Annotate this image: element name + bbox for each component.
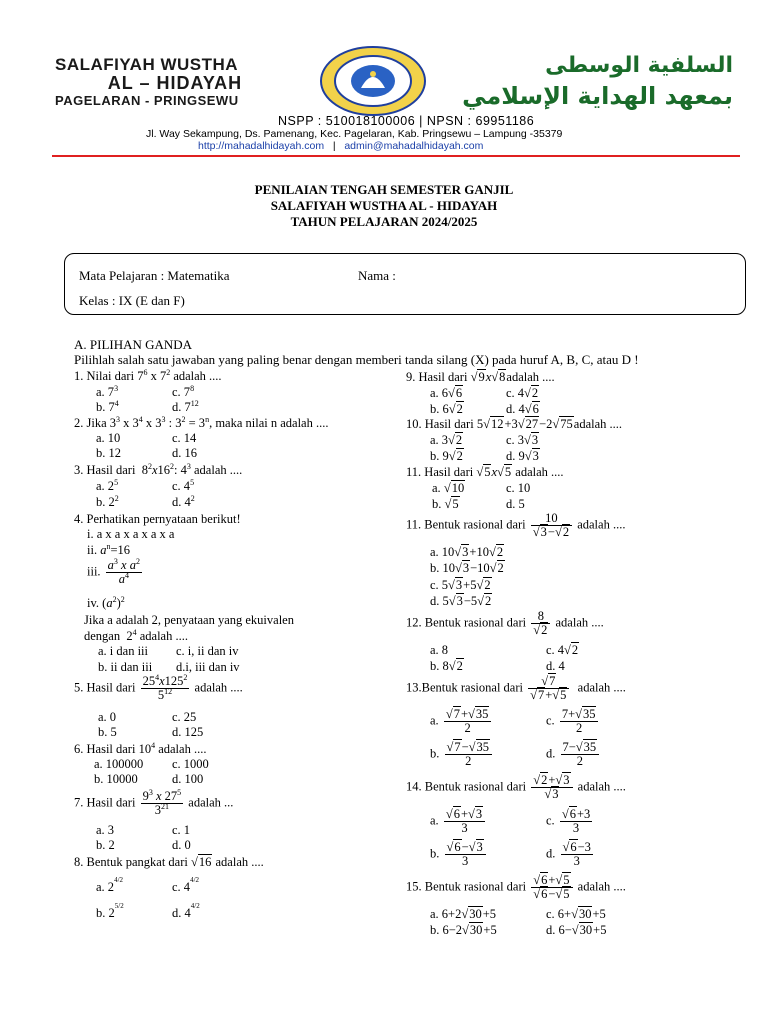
option-3a[interactable]: a. $2^5$ [96,477,119,493]
option-9c[interactable]: c. 4√2 [506,386,539,400]
option-5b[interactable]: b. 5 [98,725,117,739]
option-11d[interactable]: d. 5 [506,497,525,511]
option-4c[interactable]: c. i, ii dan iv [176,644,239,658]
question-14: 14. Bentuk rasional dari $\frac{√2+√3}{√3}$ adalah .... [406,773,626,801]
option-14c[interactable]: c. $\frac{√6+3}{3}$ [546,807,591,835]
option-5d[interactable]: d. 125 [172,725,204,739]
option-12b[interactable]: b. 8√2 [430,659,463,673]
option-13d[interactable]: d. $\frac{7-√35}{2}$ [546,741,601,768]
student-info-box [64,253,746,315]
statement-4-iv: iv. $(a^2)^2$ [87,594,125,610]
option-10a[interactable]: a. 3√2 [430,433,463,447]
school-name-line3: PAGELARAN - PRINGSEWU [55,93,239,108]
option-12c[interactable]: c. 4√2 [546,643,579,657]
option-4d[interactable]: d.i, iii dan iv [176,660,240,674]
question-10: 10. Hasil dari 5√12+3√27−2√75adalah .... [406,417,623,431]
option-2c[interactable]: c. 14 [172,431,197,445]
question-2: 2. Jika $3^3$ x $3^4$ x $3^3$ : $3^2 = 3^n$, maka nilai n adalah .... [74,414,329,430]
question-7: 7. Hasil dari $\frac{9^3 x 27^5}{3^{21}}$ adalah ... [74,787,234,817]
name-label: Nama : [358,268,396,283]
option-11r-c[interactable]: c. 5√3+5√2 [430,578,491,592]
header-divider [52,155,740,157]
option-1c[interactable]: c. $7^8$ [172,383,195,399]
option-8c[interactable]: c. $4^{4/2}$ [172,876,200,894]
question-15: 15. Bentuk rasional dari $\frac{√6+√5}{√6-√5}$ adalah .... [406,873,626,901]
option-10b[interactable]: b. 9√2 [430,449,463,463]
option-11a[interactable]: a. √10 [432,481,465,495]
option-5c[interactable]: c. 25 [172,710,197,724]
option-13b[interactable]: b. $\frac{√7-√35}{2}$ [430,741,494,768]
option-7a[interactable]: a. 3 [96,823,115,837]
option-4a[interactable]: a. i dan iii [98,644,148,658]
option-15a[interactable]: a. 6+2√30+5 [430,907,497,921]
question-11-rational: 11. Bentuk rasional dari $\frac{10}{√3-√2}$ adalah .... [406,511,626,539]
option-1a[interactable]: a. $7^3$ [96,383,119,399]
statement-4-i: i. a x a x a x a x a [87,527,175,541]
option-9d[interactable]: d. 4√6 [506,402,539,416]
option-1d[interactable]: d. $7^{12}$ [172,398,199,414]
school-logo-icon [317,44,429,118]
option-6c[interactable]: c. 1000 [172,757,209,771]
question-4-note2: dengan $2^4$ adalah .... [84,627,188,643]
option-8b[interactable]: b. $2^{5/2}$ [96,902,124,920]
question-5: 5. Hasil dari $\frac{25^4x125^2}{5^{12}}$ adalah .... [74,672,243,702]
option-6b[interactable]: b. 10000 [94,772,138,786]
option-7d[interactable]: d. 0 [172,838,191,852]
website-link[interactable]: http://mahadalhidayah.com [198,140,325,152]
email-link[interactable]: admin@mahadalhidayah.com [344,140,484,152]
option-14a[interactable]: a. $\frac{√6+√3}{3}$ [430,808,487,835]
option-9a[interactable]: a. 6√6 [430,386,463,400]
exam-title-line2: SALAFIYAH WUSTHA AL - HIDAYAH [270,198,498,213]
option-6d[interactable]: d. 100 [172,772,204,786]
exam-title-line3: TAHUN PELAJARAN 2024/2025 [290,214,478,229]
option-15c[interactable]: c. 6+√30+5 [546,907,606,921]
question-1: 1. Nilai dari $7^6$ x $7^2$ adalah .... [74,367,222,383]
arabic-line2: بمعهد الهداية الإسلامي [462,82,733,110]
question-6: 6. Hasil dari $10^4$ adalah .... [74,740,207,756]
question-9: 9. Hasil dari √9x√8adalah .... [406,370,555,384]
question-3: 3. Hasil dari $8^2x16^2$: $4^3$ adalah .... [74,461,243,477]
option-10d[interactable]: d. 9√3 [506,449,539,463]
arabic-calligraphy-logo [438,48,738,112]
subject-label: Mata Pelajaran : Matematika [79,268,230,283]
option-2d[interactable]: d. 16 [172,446,197,460]
option-8d[interactable]: d. $4^{4/2}$ [172,902,200,920]
option-2b[interactable]: b. 12 [96,446,121,460]
school-name [55,56,295,109]
option-7c[interactable]: c. 1 [172,823,191,837]
option-14d[interactable]: d. $\frac{√6-3}{3}$ [546,840,591,868]
option-1b[interactable]: b. $7^4$ [96,398,119,414]
option-12d[interactable]: d. 4 [546,659,565,673]
option-10c[interactable]: c. 3√3 [506,433,539,447]
option-2a[interactable]: a. 10 [96,431,121,445]
option-13c[interactable]: c. $\frac{7+√35}{2}$ [546,708,600,735]
school-ids: NSPP : 510018100006 | NPSN : 69951186 [278,114,535,128]
option-11b[interactable]: b. √5 [432,497,459,511]
option-11r-d[interactable]: d. 5√3−5√2 [430,594,492,608]
option-15b[interactable]: b. 6−2√30+5 [430,923,497,937]
question-4-note1: Jika a adalah 2, penyataan yang ekuivalen [84,613,294,627]
option-5a[interactable]: a. 0 [98,710,117,724]
school-name-line1: SALAFIYAH WUSTHA [55,55,239,74]
option-3c[interactable]: c. $4^5$ [172,477,195,493]
arabic-line1: السلفية الوسطى [545,53,733,78]
option-14b[interactable]: b. $\frac{√6-√3}{3}$ [430,841,488,868]
option-11r-b[interactable]: b. 10√3−10√2 [430,561,504,575]
class-label: Kelas : IX (E dan F) [79,293,185,308]
option-3b[interactable]: b. $2^2$ [96,493,119,509]
school-address: Jl. Way Sekampung, Ds. Pamenang, Kec. Pagelaran, Kab. Pringsewu – Lampung -35379 [146,128,563,140]
section-instruction: Pilihlah salah satu jawaban yang paling benar dengan memberi tanda silang (X) pada huruf A, B, C, atau D ! [74,352,639,367]
school-links: http://mahadalhidayah.com | admin@mahadalhidayah.com [198,140,484,152]
question-11: 11. Hasil dari √5x√5 adalah .... [406,465,564,479]
option-9b[interactable]: b. 6√2 [430,402,463,416]
question-13: 13.Bentuk rasional dari $\frac{√7}{√7+√5}$ adalah .... [406,674,626,702]
option-6a[interactable]: a. 100000 [94,757,144,771]
option-8a[interactable]: a. $2^{4/2}$ [96,876,124,894]
question-12: 12. Bentuk rasional dari $\frac{8}{√2}$ adalah .... [406,609,604,637]
question-8: 8. Bentuk pangkat dari √16 adalah .... [74,855,264,869]
option-7b[interactable]: b. 2 [96,838,115,852]
option-15d[interactable]: d. 6−√30+5 [546,923,607,937]
option-12a[interactable]: a. 8 [430,643,449,657]
option-11c[interactable]: c. 10 [506,481,531,495]
option-3d[interactable]: d. $4^2$ [172,493,195,509]
school-name-line2: AL – HIDAYAH [107,73,243,93]
option-4b[interactable]: b. ii dan iii [98,660,153,674]
option-11r-a[interactable]: a. 10√3+10√2 [430,545,504,559]
statement-4-ii: ii. $a^n=16$ [87,541,131,557]
option-13a[interactable]: a. $\frac{√7+√35}{2}$ [430,708,493,735]
statement-4-iii: iii. $\frac{a^3 x a^2}{a^4}$ [87,556,140,586]
exam-title-line1: PENILAIAN TENGAH SEMESTER GANJIL [254,182,514,197]
section-heading: A. PILIHAN GANDA [74,337,193,352]
question-4: 4. Perhatikan pernyataan berikut! [74,512,241,526]
